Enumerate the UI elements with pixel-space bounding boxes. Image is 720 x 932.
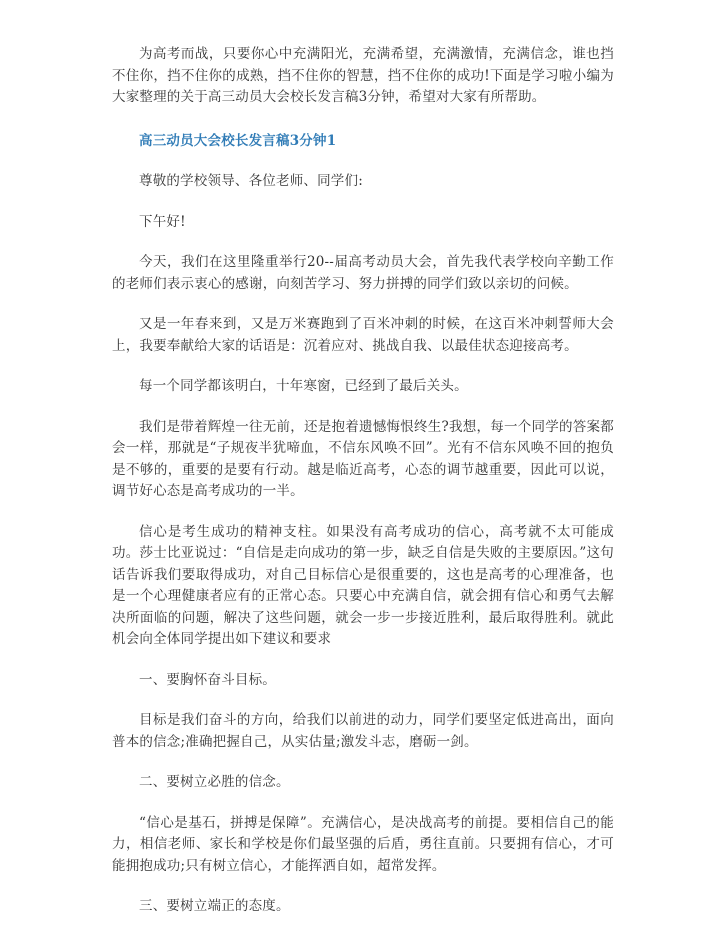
paragraph-mindset: 我们是带着辉煌一往无前，还是抱着遗憾悔恨终生?我想，每一个同学的答案都会一样，那就是“子规夜半犹啼血，不信东风唤不回”。光有不信东风唤不回的抱负是不够的，重要的是要有行动。越是临近高考，心态的调节越重要，因此可以说，调节好心态是高考成功的一半。 xyxy=(112,418,614,499)
paragraph-final-stage: 每一个同学都该明白，十年寒窗，已经到了最后关头。 xyxy=(139,378,468,394)
paragraph-confidence: 信心是考生成功的精神支柱。如果没有高考成功的信心，高考就不太可能成功。莎士比亚说过：“自信是走向成功的第一步，缺乏自信是失败的主要原因。”这句话告诉我们要取得成功，对自己目标信心是很重要的，这也是高考的心理准备，也是一个心理健康者应有的正常心态。只要心中充满自信，就会拥有信心和勇气去解决所面临的问题，解决了这些问题，就会一步一步接近胜利，最后取得胜利。就此机会向全体同学提出如下建议和要求 xyxy=(112,523,614,647)
paragraph-goal: 目标是我们奋斗的方向，给我们以前进的动力，同学们要坚定低进高出，面向普本的信念;准确把握自己，从实估量;激发斗志，磨砺一剑。 xyxy=(112,712,614,750)
paragraph-salutation: 尊敬的学校领导、各位老师、同学们: xyxy=(139,173,363,189)
paragraph-opening: 今天，我们在这里隆重举行20--届高考动员大会，首先我代表学校向辛勤工作的老师们表示衷心的感谢，向刻苦学习、努力拼搏的同学们致以亲切的问候。 xyxy=(112,254,614,292)
intro-paragraph: 为高考而战，只要你心中充满阳光，充满希望，充满激情，充满信念，谁也挡不住你，挡不住你的成熟，挡不住你的智慧，挡不住你的成功!下面是学习啦小编为大家整理的关于高三动员大会校长发言稿3分钟，希望对大家有所帮助。 xyxy=(112,46,614,105)
section-heading: 高三动员大会校长发言稿3分钟1 xyxy=(139,132,337,149)
paragraph-greeting: 下午好! xyxy=(139,213,186,230)
subheading-goal: 一、要胸怀奋斗目标。 xyxy=(139,671,276,688)
paragraph-belief: “信心是基石，拼搏是保障”。充满信心，是决战高考的前提。要相信自己的能力，相信老师、家长和学校是你们最坚强的后盾，勇往直前。只要拥有信心，才可能拥抱成功;只有树立信心，才能挥洒自如，超常发挥。 xyxy=(112,814,614,874)
paragraph-sprint: 又是一年春来到，又是万米赛跑到了百米冲刺的时候，在这百米冲刺誓师大会上，我要奉献给大家的话语是：沉着应对、挑战自我、以最佳状态迎接高考。 xyxy=(112,316,614,354)
subheading-attitude: 三、要树立端正的态度。 xyxy=(139,898,290,914)
subheading-belief: 二、要树立必胜的信念。 xyxy=(139,774,290,790)
